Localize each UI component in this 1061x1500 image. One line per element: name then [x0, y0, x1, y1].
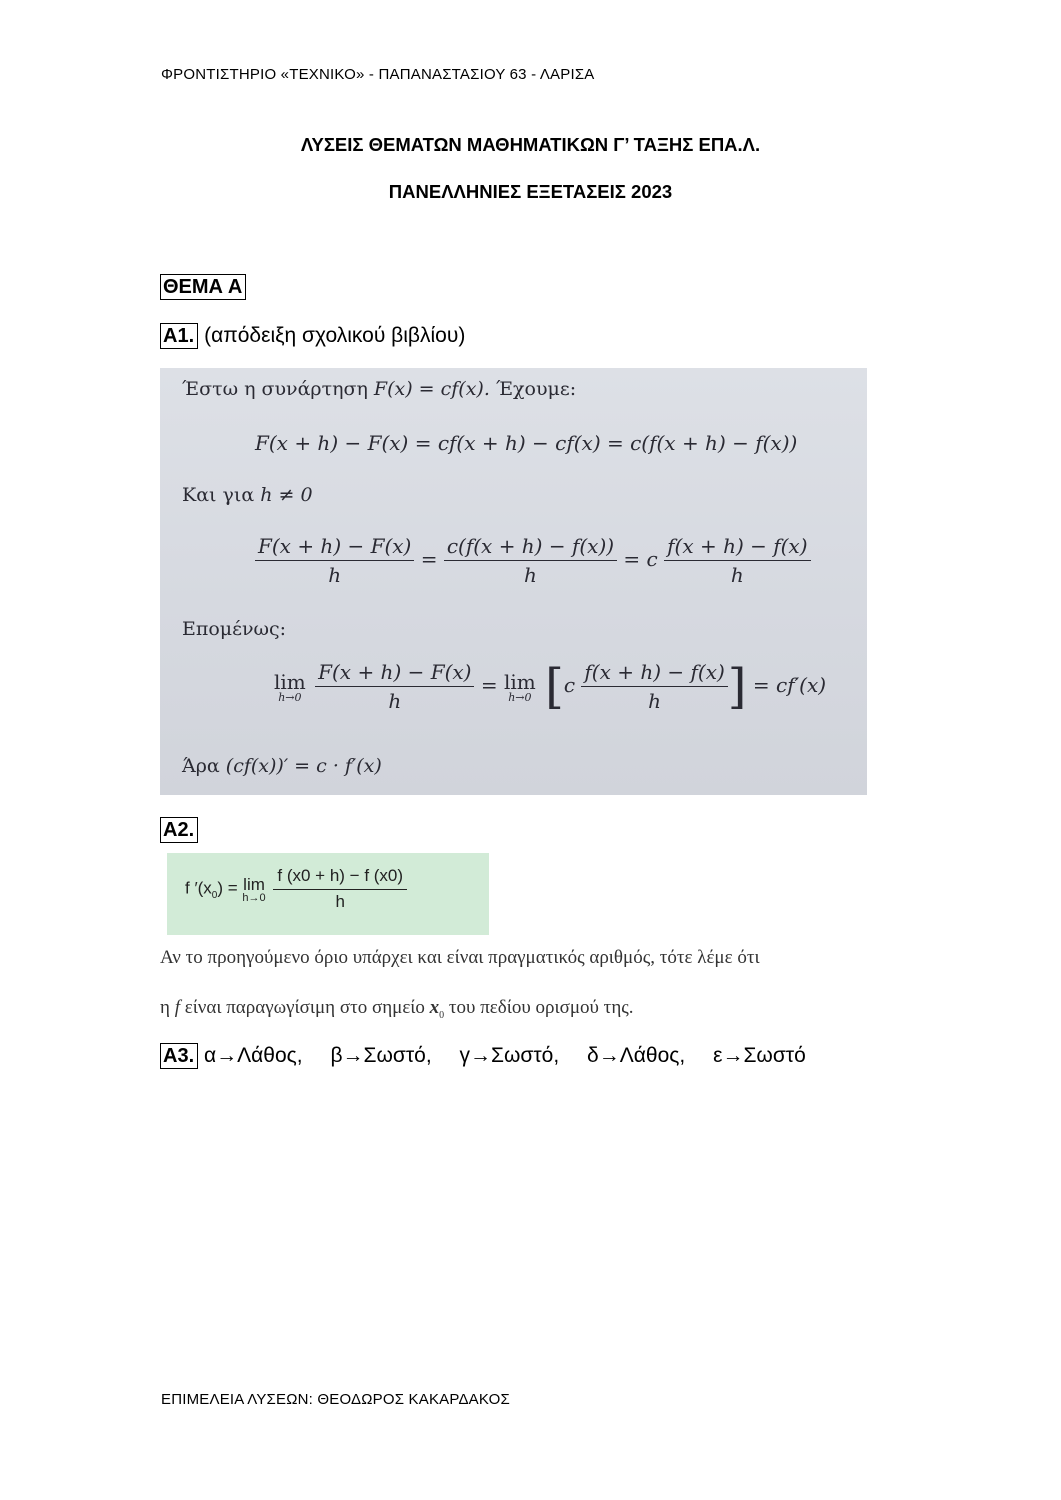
- a3-label: Α3.: [160, 1043, 198, 1069]
- answer-delta: δ→Λάθος,: [587, 1044, 686, 1067]
- a2-derivative-formula: [167, 853, 489, 935]
- frac-3: $\frac{f(x + h) - f(x)}{h}$: [664, 534, 810, 587]
- document-subtitle: ΠΑΝΕΛΛΗΝΙΕΣ ΕΞΕΤΑΣΕΙΣ 2023: [388, 181, 673, 202]
- derivative-definition: f $'(x_0)$ = lim h→0 $\frac{f (x0 + h) - f (x0)}{h}$: [185, 866, 407, 912]
- answer-epsilon: ε→Σωστό: [713, 1044, 806, 1067]
- limit-2: lim h→0: [503, 669, 536, 704]
- proof-limit-line: lim h→0 $\frac{F(x + h) - F(x)}{h}$ = lim h→0 [c $\frac{f(x + h) - f(x)}{h}$ ] = cf′(x): [274, 658, 827, 715]
- definition-line-1: Αν το προηγούμενο όριο υπάρχει και είναι πραγματικός αριθμός, τότε λέμε ότι: [160, 947, 760, 968]
- page-header: ΦΡΟΝΤΙΣΤΗΡΙΟ «ΤΕΧΝΙΚΟ» - ΠΑΠΑΝΑΣΤΑΣΙΟΥ 63 - ΛΑΡΙΣΑ: [161, 66, 595, 83]
- proof-conclusion: Άρα (cf(x))′ = c · f′(x): [182, 755, 382, 777]
- frac-a2: $\frac{f (x0 + h) - f (x0)}{h}$: [273, 866, 407, 912]
- section-a2-heading: [160, 816, 198, 844]
- frac-4: $\frac{F(x + h) - F(x)}{h}$: [315, 660, 474, 713]
- answer-beta: β→Σωστό,: [330, 1044, 432, 1067]
- frac-5: $\frac{f(x + h) - f(x)}{h}$: [581, 660, 727, 713]
- a2-label: Α2.: [160, 817, 198, 843]
- limit-a2: lim h→0: [242, 874, 266, 904]
- answer-alpha: α→Λάθος,: [203, 1044, 303, 1067]
- limit-1: lim h→0: [274, 669, 306, 704]
- a1-proof-image: [160, 368, 867, 795]
- answer-gamma: γ→Σωστό,: [459, 1044, 560, 1067]
- page-footer: ΕΠΙΜΕΛΕΙΑ ΛΥΣΕΩΝ: ΘΕΟΔΩΡΟΣ ΚΑΚΑΡΔΑΚΟΣ: [161, 1391, 510, 1408]
- frac-1: $\frac{F(x + h) - F(x)}{h}$: [255, 534, 414, 587]
- frac-2: $\frac{c(f(x + h) - f(x))}{h}$: [444, 534, 617, 587]
- a1-label: Α1.: [160, 323, 198, 349]
- section-a1-heading: [160, 322, 465, 350]
- theme-heading: [160, 274, 246, 300]
- proof-line-1: Έστω η συνάρτηση F(x) = cf(x). Έχουμε:: [182, 378, 577, 400]
- document-title: ΛΥΣΕΙΣ ΘΕΜΑΤΩΝ ΜΑΘΗΜΑΤΙΚΩΝ Γ’ ΤΑΞΗΣ ΕΠΑ.Λ.: [300, 134, 761, 155]
- proof-line-5: Επομένως:: [182, 618, 287, 640]
- a1-note: (απόδειξη σχολικού βιβλίου): [204, 324, 466, 347]
- proof-line-3: Και για h ≠ 0: [182, 484, 313, 506]
- proof-fraction-line: $\frac{F(x + h) - F(x)}{h}$ = $\frac{c(f(x + h) - f(x))}{h}$ = c $\frac{f(x + h) - f(x)}{h}$: [255, 534, 811, 587]
- section-a3: [160, 1042, 828, 1070]
- proof-line-2: F(x + h) − F(x) = cf(x + h) − cf(x) = c(f(x + h) − f(x)): [255, 431, 798, 455]
- theme-label: ΘΕΜΑ Α: [160, 274, 246, 300]
- definition-line-2: η f είναι παραγωγίσιμη στο σημείο $x_0$ του πεδίου ορισμού της.: [160, 997, 634, 1021]
